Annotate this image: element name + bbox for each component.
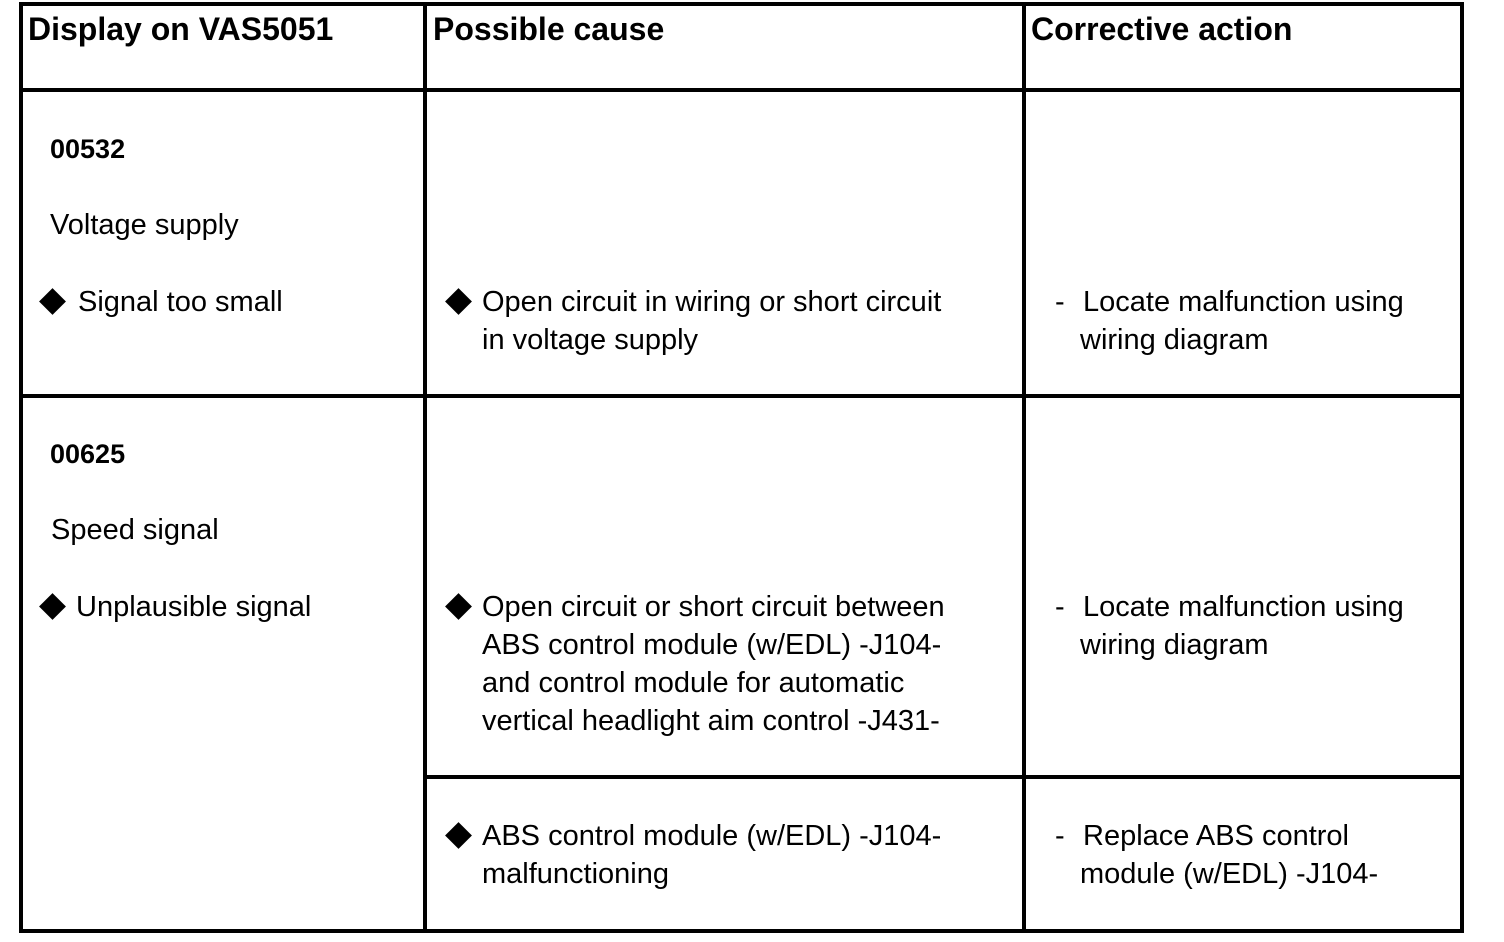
fault-condition: Signal too small [78,286,283,318]
column-divider-2 [1022,2,1026,933]
table-border-left [19,2,23,933]
header-divider [19,88,1464,92]
cause-line: ABS control module (w/EDL) -J104- [482,629,942,661]
diamond-bullet-icon [39,593,66,620]
header-action: Corrective action [1031,11,1293,47]
fault-description: Voltage supply [50,209,239,241]
diamond-bullet-icon [445,822,472,849]
table-border-right [1460,2,1464,933]
cause-line: Open circuit in wiring or short circuit [482,286,942,318]
subrow-divider [424,775,1464,779]
action-line: Replace ABS control [1083,820,1349,852]
action-line: wiring diagram [1080,324,1269,356]
row-divider [19,394,1464,398]
column-divider-1 [423,2,427,933]
cause-line: ABS control module (w/EDL) -J104- [482,820,942,852]
action-line: wiring diagram [1080,629,1269,661]
action-dash: - [1055,286,1065,318]
header-display: Display on VAS5051 [28,11,334,47]
action-line: Locate malfunction using [1083,286,1404,318]
cause-line: malfunctioning [482,858,669,890]
action-dash: - [1055,591,1065,623]
fault-code: 00625 [50,439,126,469]
fault-condition: Unplausible signal [76,591,312,623]
table-border-bottom [19,929,1464,933]
header-cause: Possible cause [433,11,665,47]
diamond-bullet-icon [39,288,66,315]
table-border-top [19,2,1464,6]
fault-description: Speed signal [51,514,219,546]
fault-code: 00532 [50,134,126,164]
cause-line: Open circuit or short circuit between [482,591,945,623]
action-line: Locate malfunction using [1083,591,1404,623]
cause-line: vertical headlight aim control -J431- [482,705,940,737]
diamond-bullet-icon [445,593,472,620]
cause-line: and control module for automatic [482,667,905,699]
action-dash: - [1055,820,1065,852]
action-line: module (w/EDL) -J104- [1080,858,1379,890]
diamond-bullet-icon [445,288,472,315]
cause-line: in voltage supply [482,324,699,356]
